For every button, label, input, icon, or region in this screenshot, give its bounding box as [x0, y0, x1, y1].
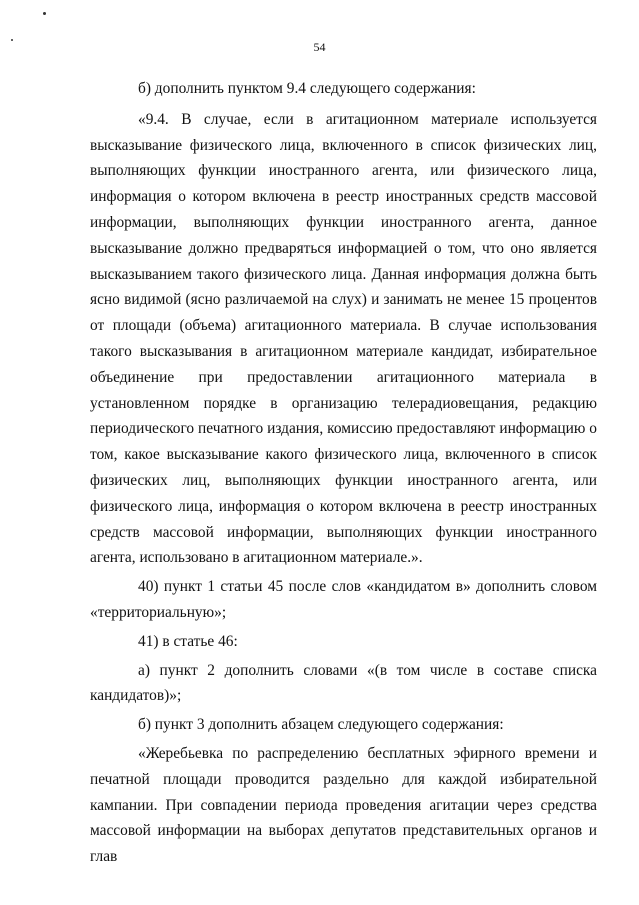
paragraph-item-a: а) пункт 2 дополнить словами «(в том числе в составе списка кандидатов)»;: [90, 661, 597, 705]
scan-speck: [43, 12, 46, 15]
paragraph-lottery: «Жеребьевка по распределению бесплатных эфирного времени и печатной площади проводится раздельно для каждой избирательной кампании. При совпадении периода проведения агитации через средства массовой информации на выборах депутатов представительных органов и глав: [90, 744, 597, 866]
paragraph-item-b2: б) пункт 3 дополнить абзацем следующего содержания:: [138, 716, 504, 734]
paragraph-9-4: «9.4. В случае, если в агитационном материале используется высказывание физического лица, включенного в список физических лиц, выполняющих функции иностранного агента, или физического лица, информация о котором включена в реестр иностранных средств массовой информации, выполняющих функции иностранного агента, данное высказывание должно предваряться информацией о том, что оно является высказыванием такого физического лица. Данная информация должна быть ясно видимой (ясно различаемой на слух) и занимать не менее 15 процентов от площади (объема) агитационного материала. В случае использования такого высказывания в агитационном материале кандидат, избирательное объединение при предоставлении агитационного материала в установленном порядке в организацию телерадиовещания, редакцию периодического печатного издания, комиссию предоставляют информацию о том, какое высказывание какого физического лица, включенного в список физических лиц, выполняющих функции иностранного агента, или физического лица, информация о котором включена в реестр иностранных средств массовой информации, выполняющих функции иностранного агента, использовано в агитационном материале.».: [90, 110, 597, 567]
document-body: [90, 76, 597, 870]
paragraph-40: 40) пункт 1 статьи 45 после слов «кандидатом в» дополнить словом «территориальную»;: [90, 578, 597, 621]
paragraph-item-b: б) дополнить пунктом 9.4 следующего содержания:: [138, 80, 476, 97]
page-number: 54: [313, 40, 326, 54]
paragraph-41: 41) в статье 46:: [138, 632, 238, 650]
